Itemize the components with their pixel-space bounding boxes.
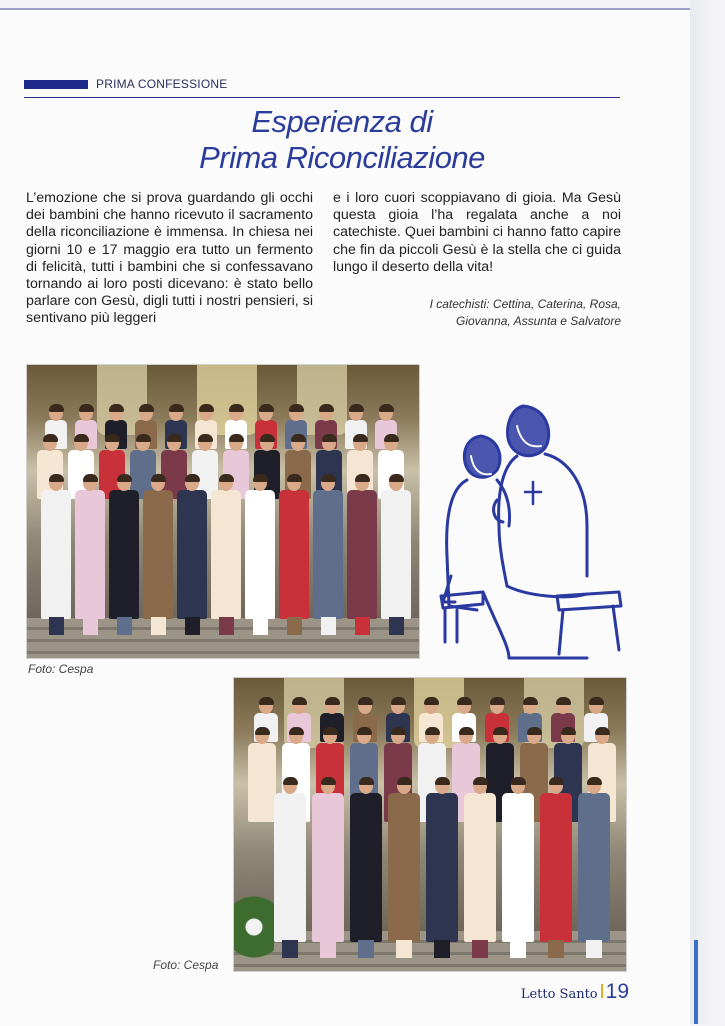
article-column-left: L’emozione che si prova guardando gli occhi dei bambini che hanno ricevuto il sacramento della riconciliazione è immensa. In chiesa nei giorni 10 e 17 maggio era tutto un fermento di felicità, tutti i bambini che si confessavano tornando ai loro posti dicevano: è stato bello parlare con Gesù, digli tutti i nostri pensieri, si sentivano più leggeri — [26, 190, 313, 327]
group-photo-2 — [233, 677, 627, 972]
photo-caption-1: Foto: Cespa — [28, 662, 94, 676]
photo-person — [177, 475, 207, 635]
photo-person — [143, 475, 173, 635]
photo-caption-2: Foto: Cespa — [153, 958, 219, 972]
photo-person — [248, 728, 276, 838]
photo-person — [109, 475, 139, 635]
photo-person — [312, 778, 344, 958]
article-column-right: e i loro cuori scoppiavano di gioia. Ma Gesù questa gioia l’ha regalata anche a noi catechiste. Quei bambini ci hanno fatto capire che fin da piccoli Gesù è la stella che ci guida lungo il deserto della vita! — [333, 190, 621, 275]
signature-line-2: Giovanna, Assunta e Salvatore — [456, 314, 621, 328]
article-title-line-1: Esperienza di — [251, 104, 433, 139]
photo-person — [75, 475, 105, 635]
article-title-line-2: Prima Riconciliazione — [199, 140, 485, 175]
group-photo-1 — [26, 364, 420, 659]
signature-line-1: I catechisti: Cettina, Caterina, Rosa, — [429, 297, 621, 311]
photo-person — [211, 475, 241, 635]
photo-person — [381, 475, 411, 635]
article-title — [24, 104, 660, 176]
photo-person — [274, 778, 306, 958]
photo-person — [245, 475, 275, 635]
photo-person — [578, 778, 610, 958]
photo-person — [540, 778, 572, 958]
photo-person — [279, 475, 309, 635]
section-bar — [24, 80, 88, 89]
section-label: PRIMA CONFESSIONE — [96, 77, 228, 91]
header-rule — [24, 97, 620, 98]
signature — [333, 296, 621, 330]
page-edge — [690, 0, 725, 1024]
photo-person — [41, 475, 71, 635]
photo-person — [313, 475, 343, 635]
photo-person — [426, 778, 458, 958]
page-edge-marker — [694, 940, 698, 1024]
page-number: 19 — [605, 980, 629, 1003]
photo-person — [464, 778, 496, 958]
photo-person — [350, 778, 382, 958]
footer-separator — [601, 984, 603, 998]
photo-person — [502, 778, 534, 958]
flower-decoration — [234, 861, 274, 971]
magazine-name: Letto Santo — [520, 987, 598, 1002]
photo-person — [388, 778, 420, 958]
photo-person — [347, 475, 377, 635]
confession-priest-child-icon — [437, 396, 627, 662]
page-footer — [521, 980, 629, 1004]
